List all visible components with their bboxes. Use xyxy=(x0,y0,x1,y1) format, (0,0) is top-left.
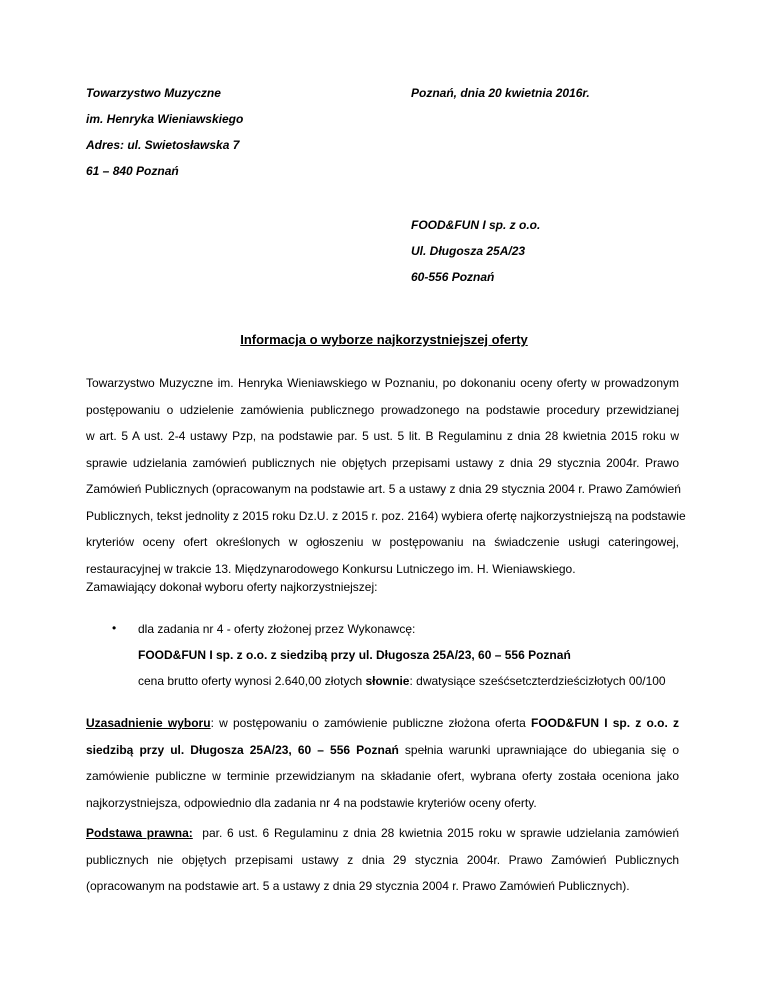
intro-line: sprawie udzielania zamówień publicznych nie objętych przepisami ustawy z dnia 29 stycznia 2004r. Prawo xyxy=(86,455,679,470)
justification-line: zamówienie publiczne w terminie przewidzianym na składanie ofert, wybrana oferty została oceniona jako xyxy=(86,769,679,783)
legal-basis-label: Podstawa prawna: xyxy=(86,826,193,840)
bullet-task: dla zadania nr 4 - oferty złożonej przez Wykonawcę: xyxy=(138,622,416,636)
intro-line: postępowaniu o udzielenie zamówienia publicznego prowadzonego na podstawie procedury przewidzianej xyxy=(86,402,679,417)
intro-paragraph xyxy=(86,370,686,582)
legal-basis-paragraph xyxy=(86,820,679,900)
intro-line: Zamówień Publicznych (opracowanym na podstawie art. 5 a ustawy z dnia 29 stycznia 2004 r. Prawo Zamówień xyxy=(86,482,681,496)
bullet-price xyxy=(138,674,666,688)
intro-line: kryteriów oceny ofert określonych w ogłoszeniu w postępowaniu na świadczenie usługi cateringowej, xyxy=(86,535,679,549)
price-words-label: słownie xyxy=(365,674,410,688)
intro-line: restauracyjnej w trakcie 13. Międzynarodowego Konkursu Lutniczego im. H. Wieniawskiego. xyxy=(86,561,576,576)
price-words: : dwatysiące sześćsetczterdzieścizłotych 00/100 xyxy=(409,674,666,688)
justification-line xyxy=(86,710,679,737)
place-date: Poznań, dnia 20 kwietnia 2016r. xyxy=(411,86,590,100)
sender-address: Adres: ul. Swietosławska 7 xyxy=(86,138,240,152)
legal-basis-line: publicznych nie objętych przepisami ustawy z dnia 29 stycznia 2004r. Prawo Zamówień Publicznych xyxy=(86,852,679,867)
justification-label: Uzasadnienie wyboru xyxy=(86,716,211,730)
document-title: Informacja o wyborze najkorzystniejszej oferty xyxy=(240,332,528,347)
recipient-postal: 60-556 Poznań xyxy=(411,270,495,284)
justification-text: : w postępowaniu o zamówienie publiczne złożona oferta xyxy=(210,716,531,730)
bullet-icon: • xyxy=(112,621,117,635)
legal-basis-text: par. 6 ust. 6 Regulaminu z dnia 28 kwietnia 2015 roku w sprawie udzielania zamówień xyxy=(192,826,680,840)
justification-line xyxy=(86,737,679,764)
legal-basis-line xyxy=(86,820,679,847)
sender-postal: 61 – 840 Poznań xyxy=(86,164,179,178)
legal-basis-line: (opracowanym na podstawie art. 5 a ustawy z dnia 29 stycznia 2004 r. Prawo Zamówień Publicznych). xyxy=(86,879,630,893)
intro-line: w art. 5 A ust. 2-4 ustawy Pzp, na podstawie par. 5 ust. 5 lit. B Regulaminu z dnia 28 kwietnia 2015 roku w xyxy=(86,429,679,443)
sender-name: Towarzystwo Muzyczne xyxy=(86,86,221,100)
intro-line: Publicznych, tekst jednolity z 2015 roku Dz.U. z 2015 r. poz. 2164) wybiera ofertę najkorzystniejszą na podstawie xyxy=(86,508,686,523)
justification-bold: FOOD&FUN I sp. z o.o. z xyxy=(531,716,679,730)
bullet-contractor: FOOD&FUN I sp. z o.o. z siedzibą przy ul. Długosza 25A/23, 60 – 556 Poznań xyxy=(138,648,571,662)
recipient-street: Ul. Długosza 25A/23 xyxy=(411,244,526,258)
justification-text: spełnia warunki uprawniające do ubiegania się o xyxy=(398,742,679,757)
justification-line: najkorzystniejsza, odpowiednio dla zadania nr 4 na podstawie kryteriów oceny oferty. xyxy=(86,795,537,810)
justification-bold: siedzibą przy ul. Długosza 25A/23, 60 – 556 Poznań xyxy=(86,742,399,757)
intro-line: Towarzystwo Muzyczne im. Henryka Wieniawskiego w Poznaniu, po dokonaniu oceny oferty w prowadzonym xyxy=(86,376,679,390)
justification-paragraph xyxy=(86,710,679,816)
choice-intro: Zamawiający dokonał wyboru oferty najkorzystniejszej: xyxy=(86,580,378,594)
price-amount: cena brutto oferty wynosi 2.640,00 złotych xyxy=(138,674,366,688)
sender-patron: im. Henryka Wieniawskiego xyxy=(86,112,244,126)
recipient-name: FOOD&FUN I sp. z o.o. xyxy=(411,218,541,232)
